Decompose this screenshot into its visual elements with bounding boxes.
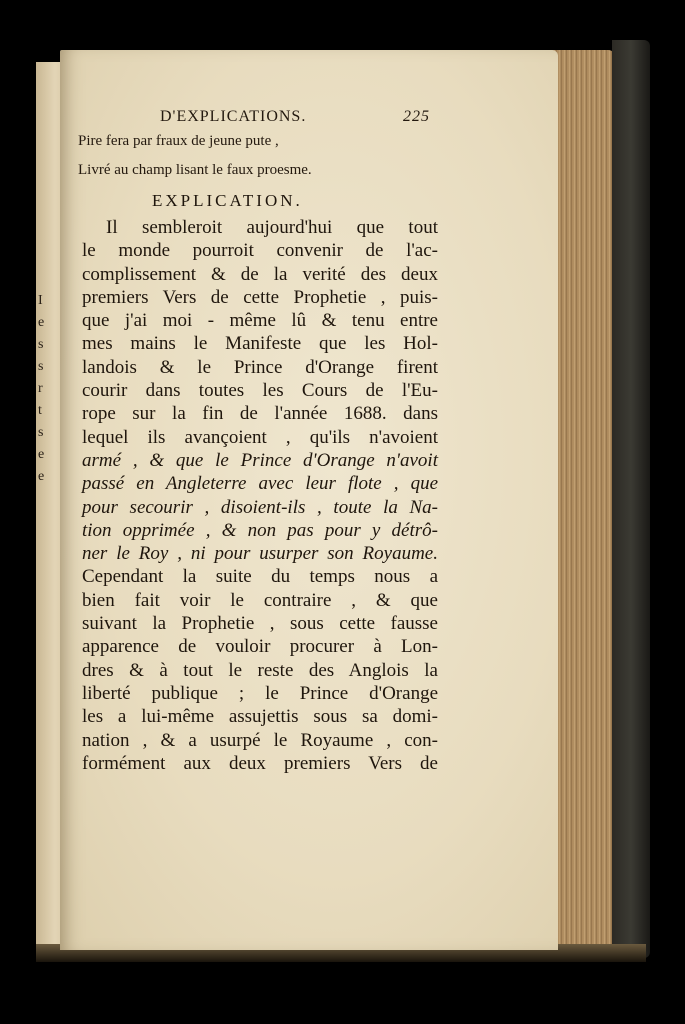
body-line: tion opprimée , & non pas pour y détrô- [82, 519, 438, 541]
body-line: formément aux deux premiers Vers de [82, 752, 438, 774]
body-line: bien fait voir le contraire , & que [82, 589, 438, 611]
verse-line: Livré au champ lisant le faux proesme. [78, 162, 312, 178]
body-line: les a lui-même assujettis sous sa domi- [82, 706, 438, 728]
section-title: EXPLICATION. [152, 191, 303, 210]
left-page-marks [38, 290, 48, 488]
left-page-letter: r [38, 381, 43, 396]
left-page-letter: s [38, 337, 44, 352]
left-page-letter: e [38, 447, 45, 462]
body-line: Il sembleroit aujourd'hui que tout [106, 217, 438, 238]
left-page-letter: e [38, 315, 45, 330]
page-number: 225 [403, 108, 430, 125]
body-line: le monde pourroit convenir de l'ac- [82, 240, 438, 262]
left-page-letter: I [38, 293, 43, 308]
left-page-letter: t [38, 403, 42, 418]
body-line: rope sur la fin de l'année 1688. dans [82, 403, 438, 425]
left-page-letter: s [38, 359, 44, 374]
body-line: Cependant la suite du temps nous a [82, 566, 438, 588]
body-line: pour secourir , disoient-ils , toute la Na- [82, 496, 438, 518]
body-line: suivant la Prophetie , sous cette fausse [82, 613, 438, 635]
body-text [82, 216, 438, 775]
body-line: armé , & que le Prince d'Orange n'avoit [82, 449, 438, 471]
body-line: mes mains le Manifeste que les Hol- [82, 333, 438, 355]
body-line: liberté publique ; le Prince d'Orange [82, 682, 438, 704]
body-line: ner le Roy , ni pour usurper son Royaume. [82, 543, 438, 565]
body-line: lequel ils avançoient , qu'ils n'avoient [82, 426, 438, 448]
body-line: nation , & a usurpé le Royaume , con- [82, 729, 438, 751]
running-title: D'EXPLICATIONS. [160, 108, 307, 125]
body-line: apparence de vouloir procurer à Lon- [82, 636, 438, 658]
body-line: complissement & de la verité des deux [82, 263, 438, 285]
body-line: passé en Angleterre avec leur flote , que [82, 473, 438, 495]
body-line: landois & le Prince d'Orange firent [82, 356, 438, 378]
body-line: courir dans toutes les Cours de l'Eu- [82, 380, 438, 402]
book-cover [612, 40, 650, 958]
running-header [160, 108, 430, 132]
left-page-letter: e [38, 469, 45, 484]
body-line: premiers Vers de cette Prophetie , puis- [82, 286, 438, 308]
body-line: que j'ai moi - même lû & tenu entre [82, 310, 438, 332]
verse-line: Pire fera par fraux de jeune pute , [78, 133, 279, 149]
left-page-letter: s [38, 425, 44, 440]
body-line: dres & à tout le reste des Anglois la [82, 659, 438, 681]
